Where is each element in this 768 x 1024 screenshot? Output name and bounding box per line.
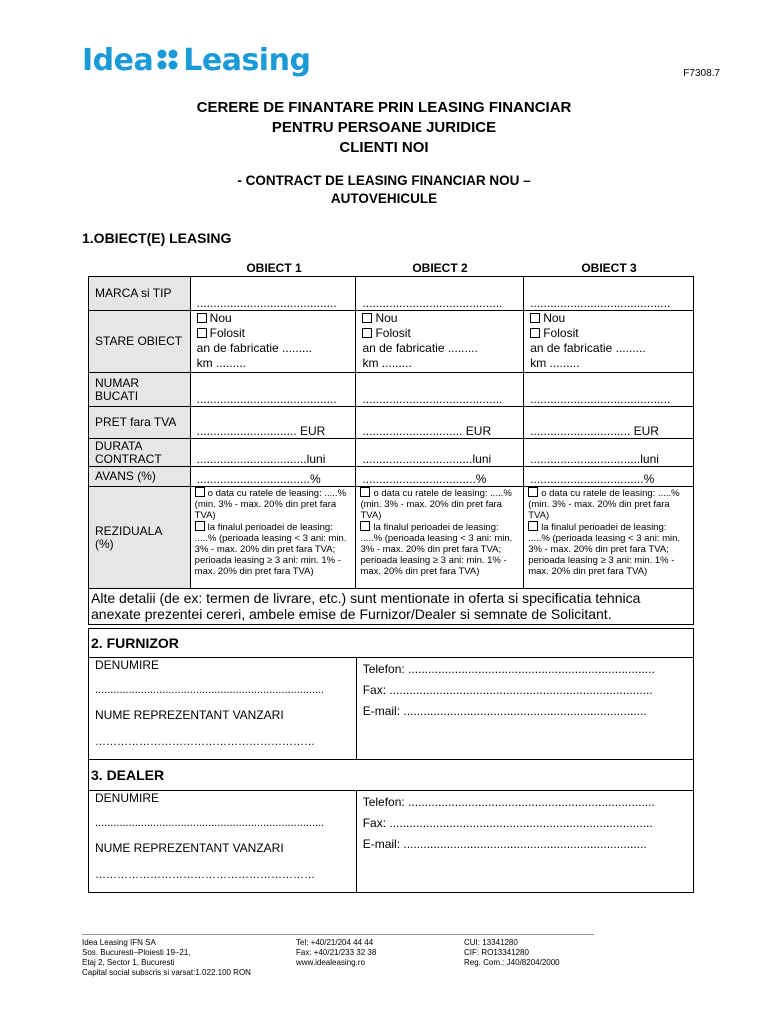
label-stare: STARE OBIECT (89, 311, 191, 373)
table-row-numar (89, 373, 694, 407)
footer-divider (82, 934, 594, 935)
label-rez-opt2: la finalul perioadei de leasing: .....% (perioada leasing < 3 ani: min. 3% - max. 20% din pret fara TVA; perioada leasing ≥ 3 ani: min. 1% - max. 20% din pret fara TVA) (528, 522, 681, 577)
checkbox-icon (530, 328, 540, 338)
page-title (0, 98, 768, 158)
option-reziduala-final-1[interactable] (195, 521, 352, 577)
column-header-obiect-1: OBIECT 1 (246, 261, 302, 275)
dealer-right-cell (356, 790, 693, 892)
checkbox-icon (528, 487, 538, 497)
option-reziduala-rate-2[interactable] (360, 487, 519, 521)
footer-line: Tel: +40/21/204 44 44 (296, 938, 374, 947)
furnizor-email-field[interactable]: E-mail: ......................................................................... (362, 704, 647, 718)
option-reziduala-final-3[interactable] (528, 521, 689, 577)
footer-line: CUI: 13341280 (464, 938, 518, 947)
field-avans-2[interactable]: ..................................% (356, 467, 524, 487)
checkbox-icon (528, 521, 538, 531)
cell-stare-2 (356, 311, 524, 373)
field-numar-3[interactable]: .......................................... (524, 373, 694, 407)
field-km-1[interactable]: km ......... (196, 356, 246, 370)
checkbox-nou-1[interactable] (197, 311, 350, 326)
furnizor-denumire-label: DENUMIRE (95, 658, 160, 672)
column-header-obiect-3: OBIECT 3 (581, 261, 637, 275)
footer-registration (464, 938, 560, 968)
field-numar-2[interactable]: .......................................... (356, 373, 524, 407)
checkbox-nou-2[interactable] (362, 311, 517, 326)
checkbox-icon (197, 313, 207, 323)
field-an-fabricatie-3[interactable]: an de fabricatie ......... (530, 341, 646, 355)
logo-word-leasing: Leasing (183, 42, 311, 78)
cell-reziduala-2 (356, 487, 524, 589)
furnizor-left-cell (89, 658, 357, 760)
footer-line: Reg. Com.: J40/8204/2000 (464, 958, 560, 967)
form-code: F7308.7 (683, 68, 720, 79)
label-rez-opt2: la finalul perioadei de leasing: .....% (perioada leasing < 3 ani: min. 3% - max. 20% din pret fara TVA; perioada leasing ≥ 3 ani: min. 1% - max. 20% din pret fara TVA) (194, 522, 347, 577)
label-nou: Nou (543, 311, 566, 325)
field-pret-2[interactable]: .............................. EUR (356, 407, 524, 439)
checkbox-icon (195, 487, 205, 497)
checkbox-nou-3[interactable] (530, 311, 687, 326)
field-numar-1[interactable]: .......................................... (190, 373, 356, 407)
column-header-obiect-2: OBIECT 2 (412, 261, 468, 275)
subtitle-line-1: - CONTRACT DE LEASING FINANCIAR NOU – (237, 173, 531, 188)
label-reziduala: REZIDUALA (%) (89, 487, 191, 589)
alte-detalii-note: Alte detalii (de ex: termen de livrare, etc.) sunt mentionate in oferta si specificatia tehnica anexate prezentei cereri, ambele emise de Furnizor/Dealer si semnate de Solicitant. (89, 589, 694, 625)
table-row-stare (89, 311, 694, 373)
field-pret-1[interactable]: .............................. EUR (190, 407, 356, 439)
footer-website-link[interactable]: www.idealeasing.ro (296, 958, 365, 967)
checkbox-folosit-3[interactable] (530, 326, 687, 341)
checkbox-icon (195, 521, 205, 531)
field-durata-3[interactable]: .................................luni (524, 439, 694, 467)
logo-word-idea: Idea (82, 42, 154, 78)
cell-stare-1 (190, 311, 356, 373)
field-marca-2[interactable]: .......................................... (356, 277, 524, 311)
option-reziduala-final-2[interactable] (360, 521, 519, 577)
label-rez-opt1: o data cu ratele de leasing: .....% (min. 3% - max. 20% din pret fara TVA) (528, 488, 680, 521)
checkbox-folosit-2[interactable] (362, 326, 517, 341)
table-row-avans (89, 467, 694, 487)
dealer-denumire-field[interactable]: ........................................................................... (95, 816, 325, 829)
footer-company (82, 938, 251, 978)
table-row-marca (89, 277, 694, 311)
field-marca-1[interactable]: .......................................... (190, 277, 356, 311)
label-folosit: Folosit (209, 326, 245, 340)
furnizor-telefon-field[interactable]: Telefon: .......................................................................... (362, 662, 655, 676)
furnizor-table (88, 628, 694, 760)
label-rez-opt2: la finalul perioadei de leasing: .....% (perioada leasing < 3 ani: min. 3% - max. 20% din pret fara TVA; perioada leasing ≥ 3 ani: min. 1% - max. 20% din pret fara TVA) (360, 522, 513, 577)
field-durata-2[interactable]: .................................luni (356, 439, 524, 467)
title-line-1: CERERE DE FINANTARE PRIN LEASING FINANCIAR (196, 99, 572, 116)
subtitle-line-2: AUTOVEHICULE (330, 191, 438, 206)
field-marca-3[interactable]: .......................................... (524, 277, 694, 311)
field-avans-1[interactable]: ..................................% (190, 467, 356, 487)
logo-dots-icon (157, 49, 179, 71)
objects-table (88, 276, 694, 625)
checkbox-icon (360, 521, 370, 531)
cell-reziduala-3 (524, 487, 694, 589)
option-reziduala-rate-3[interactable] (528, 487, 689, 521)
dealer-email-field[interactable]: E-mail: ......................................................................... (362, 836, 647, 851)
label-avans: AVANS (%) (89, 467, 191, 487)
footer-line: Sos. Bucuresti–Ploiesti 19–21, (82, 948, 191, 957)
table-row-pret (89, 407, 694, 439)
table-row-alte-detalii (89, 589, 694, 625)
dealer-fax-field[interactable]: Fax: ............................................................................... (362, 815, 653, 830)
field-avans-3[interactable]: ..................................% (524, 467, 694, 487)
furnizor-denumire-field[interactable]: ........................................................................... (95, 684, 325, 696)
section-1-title: 1.OBIECT(E) LEASING (82, 230, 232, 246)
cell-stare-3 (524, 311, 694, 373)
table-row-reziduala (89, 487, 694, 589)
furnizor-reprezentant-field[interactable]: …………………………………………………… (95, 736, 315, 748)
checkbox-folosit-1[interactable] (197, 326, 350, 341)
field-km-2[interactable]: km ......... (362, 356, 412, 370)
furnizor-right-cell (356, 658, 693, 760)
footer-line: Etaj 2, Sector 1, Bucuresti (82, 958, 175, 967)
footer-line: Capital social subscris si varsat:1.022.100 RON (82, 968, 251, 977)
checkbox-icon (197, 328, 207, 338)
checkbox-icon (360, 487, 370, 497)
label-marca: MARCA si TIP (89, 277, 191, 311)
dealer-reprezentant-field[interactable]: …………………………………………………… (95, 868, 315, 881)
field-durata-1[interactable]: .................................luni (190, 439, 356, 467)
footer-line: Fax: +40/21/233 32 38 (296, 948, 377, 957)
label-folosit: Folosit (375, 326, 411, 340)
company-logo (82, 40, 310, 80)
title-line-2: PENTRU PERSOANE JURIDICE (271, 119, 497, 136)
label-rez-opt1: o data cu ratele de leasing: .....% (min. 3% - max. 20% din pret fara TVA) (360, 488, 512, 521)
table-row-durata (89, 439, 694, 467)
dealer-denumire-label: DENUMIRE (95, 790, 160, 805)
dealer-left-cell (89, 790, 357, 892)
section-3-title: 3. DEALER (89, 760, 694, 790)
field-pret-3[interactable]: .............................. EUR (524, 407, 694, 439)
checkbox-icon (362, 328, 372, 338)
section-2-title: 2. FURNIZOR (89, 629, 694, 658)
label-nou: Nou (209, 311, 232, 325)
label-rez-opt1: o data cu ratele de leasing: .....% (min. 3% - max. 20% din pret fara TVA) (194, 488, 347, 521)
footer-line: Idea Leasing IFN SA (82, 938, 156, 947)
footer-line: CIF: RO13341280 (464, 948, 529, 957)
label-nou: Nou (375, 311, 398, 325)
dealer-table (88, 760, 694, 893)
furnizor-fax-field[interactable]: Fax: ............................................................................... (362, 683, 653, 697)
cell-reziduala-1 (190, 487, 356, 589)
checkbox-icon (530, 313, 540, 323)
label-durata: DURATA CONTRACT (89, 439, 191, 467)
label-numar: NUMAR BUCATI (89, 373, 191, 407)
checkbox-icon (362, 313, 372, 323)
label-folosit: Folosit (543, 326, 579, 340)
field-an-fabricatie-1[interactable]: an de fabricatie ......... (196, 341, 313, 355)
field-an-fabricatie-2[interactable]: an de fabricatie ......... (362, 341, 478, 355)
title-line-3: CLIENTI NOI (339, 139, 429, 156)
footer-contact (296, 938, 376, 968)
field-km-3[interactable]: km ......... (530, 356, 580, 370)
label-pret: PRET fara TVA (89, 407, 191, 439)
page-subtitle (0, 172, 768, 208)
dealer-telefon-field[interactable]: Telefon: .......................................................................... (362, 794, 655, 809)
option-reziduala-rate-1[interactable] (195, 487, 352, 521)
dealer-reprezentant-label: NUME REPREZENTANT VANZARI (95, 840, 284, 855)
furnizor-reprezentant-label: NUME REPREZENTANT VANZARI (95, 708, 284, 722)
